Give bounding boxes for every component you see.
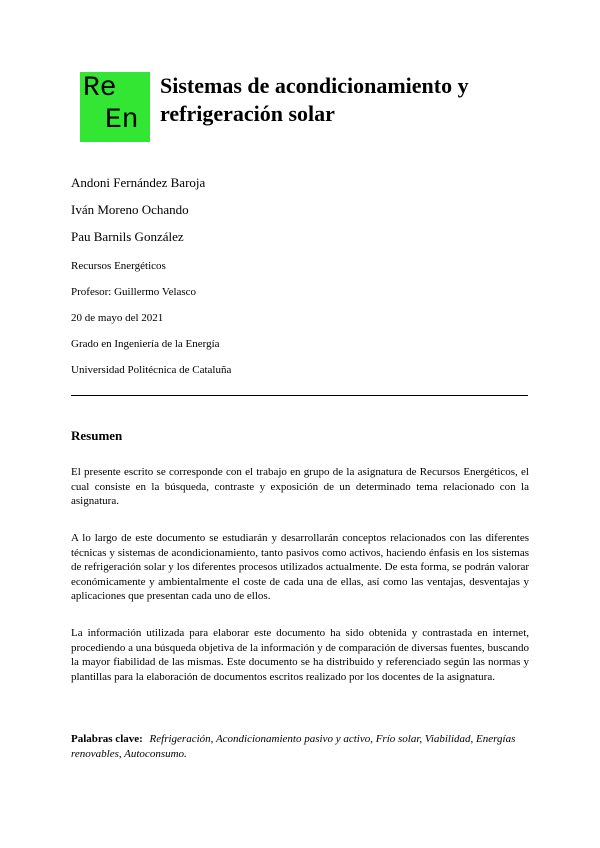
keywords-label: Palabras clave:	[71, 733, 143, 745]
keywords-list: Refrigeración, Acondicionamiento pasivo y activo, Frío solar, Viabilidad, Energías renovables, Autoconsumo.	[71, 733, 516, 760]
abstract-paragraph-1: El presente escrito se corresponde con el trabajo en grupo de la asignatura de Recursos Energéticos, el cual consiste en la búsqueda, contraste y exposición de un determinado tema relacionado con la asignatura.	[71, 466, 529, 507]
keywords	[71, 732, 529, 762]
author-3: Pau Barnils González	[71, 229, 184, 244]
date: 20 de mayo del 2021	[71, 312, 164, 324]
logo	[80, 72, 150, 142]
abstract-paragraph-2: A lo largo de este documento se estudiarán y desarrollarán conceptos relacionados con las diferentes técnicas y sistemas de acondicionamiento, tanto pasivos como activos, haciendo énfasis en los sistemas de refrigeración solar y los diferentes procesos utilizados actualmente. De esta forma, se podrán valorar económicamente y ambientalmente el coste de cada una de ellas, así como las ventajas, desventajas y aplicaciones que presentan cada uno de ellos.	[71, 532, 529, 602]
logo-text-top: Re	[83, 73, 117, 104]
document-title: Sistemas de acondicionamiento y refrigeración solar	[160, 73, 469, 126]
professor: Profesor: Guillermo Velasco	[71, 286, 197, 298]
abstract-paragraph-3: La información utilizada para elaborar este documento ha sido obtenida y contrastada en internet, procediendo a una búsqueda objetiva de la información y de comparación de diversas fuentes, buscando la mayor fiabilidad de las mismas. Este documento se ha distribuido y referenciado según las normas y plantillas para la elaboración de documentos escritos realizado por los docentes de la asignatura.	[71, 627, 529, 683]
university: Universidad Politécnica de Cataluña	[71, 364, 232, 376]
author-1: Andoni Fernández Baroja	[71, 175, 206, 190]
abstract-heading: Resumen	[71, 428, 123, 443]
author-2: Iván Moreno Ochando	[71, 202, 189, 217]
logo-text-bottom: En	[105, 105, 139, 136]
horizontal-divider	[71, 395, 528, 396]
subject: Recursos Energéticos	[71, 260, 166, 272]
degree: Grado en Ingeniería de la Energía	[71, 338, 220, 350]
